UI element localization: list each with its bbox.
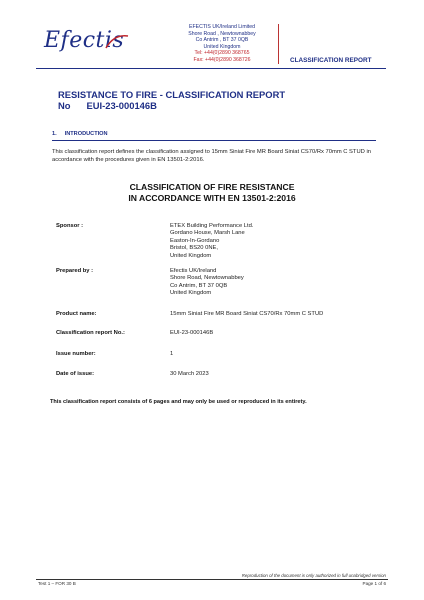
header-divider: [278, 24, 279, 64]
logo-text: Efectis: [44, 28, 125, 53]
efectis-logo: [44, 28, 134, 58]
sponsor-line: ETEX Building Performance Ltd.: [170, 223, 254, 229]
sponsor-value: [170, 223, 253, 260]
product-name-label: Product name:: [56, 311, 97, 317]
sponsor-line: Gordano House, Marsh Lane: [170, 230, 245, 237]
section-heading: [52, 131, 108, 137]
page-number: Page 1 of 6: [362, 581, 386, 586]
section-rule: [52, 140, 376, 141]
report-no-label: Classification report No.:: [56, 330, 125, 336]
prepared-by-line: Shore Road, Newtownabbey: [170, 275, 244, 282]
report-title: RESISTANCE TO FIRE - CLASSIFICATION REPORT: [58, 89, 286, 100]
section-title: INTRODUCTION: [64, 131, 108, 137]
header-label: CLASSIFICATION REPORT: [290, 57, 372, 64]
product-name-value: 15mm Siniat Fire MR Board Siniat CS70/Rx 70mm C STUD: [170, 311, 324, 317]
date-of-issue-value: 30 March 2023: [170, 371, 209, 377]
address-line: EFECTIS UK/Ireland Limited: [188, 24, 256, 30]
section-number: 1.: [52, 131, 57, 137]
issue-number-value: 1: [170, 351, 174, 357]
prepared-by-line: United Kingdom: [170, 290, 212, 297]
sponsor-line: Easton-In-Gordano: [170, 237, 220, 244]
prepared-by-line: Co Antrim, BT 37 0QB: [170, 282, 228, 289]
prepared-by-value: [170, 268, 244, 298]
issue-number-label: Issue number:: [56, 351, 96, 357]
intro-paragraph: This classification report defines the classification assigned to 15mm Siniat Fire MR Board Siniat CS70/Rx 70mm C STUD in accordance with the procedures given in EN 13501-2:2016.: [52, 149, 371, 163]
report-number: EUI-23-000146B: [86, 100, 157, 111]
classification-heading-line2: IN ACCORDANCE WITH EN 13501-2:2016: [128, 192, 296, 203]
address-line: United Kingdom: [203, 43, 241, 50]
report-number-line: [58, 100, 157, 111]
sponsor-label: Sponsor :: [56, 223, 84, 229]
footer-rule: [36, 579, 388, 580]
classification-heading-line1: CLASSIFICATION OF FIRE RESISTANCE: [129, 182, 295, 192]
classification-heading: [60, 182, 364, 203]
fax: Fax: +44(0)2890 368726: [193, 56, 251, 63]
telephone: Tel: +44(0)2890 368765: [194, 50, 250, 57]
header-rule: [36, 68, 386, 69]
report-no-value: EUI-23-000146B: [170, 330, 214, 336]
sponsor-line: United Kingdom: [170, 252, 212, 259]
sponsor-line: Bristol, BS20 0NE,: [170, 245, 219, 252]
company-address: [170, 24, 274, 64]
prepared-by-label: Prepared by :: [56, 268, 94, 274]
entirety-statement: This classification report consists of 6 pages and may only be used or reproduced in its entirety.: [50, 399, 307, 405]
address-line: Co Antrim , BT 37 0QB: [195, 37, 249, 44]
report-number-label: No: [58, 100, 71, 111]
prepared-by-line: Efectis UK/Ireland: [170, 268, 217, 274]
footer-reference: Test 1 – FOR 30 B: [38, 581, 76, 586]
logo-swoosh-icon: [104, 32, 130, 52]
address-line: Shore Road , Newtownabbey: [188, 30, 256, 37]
reproduction-note: Reproduction of the document is only authorized in full unabridged version: [241, 573, 386, 578]
date-of-issue-label: Date of issue:: [56, 371, 95, 377]
